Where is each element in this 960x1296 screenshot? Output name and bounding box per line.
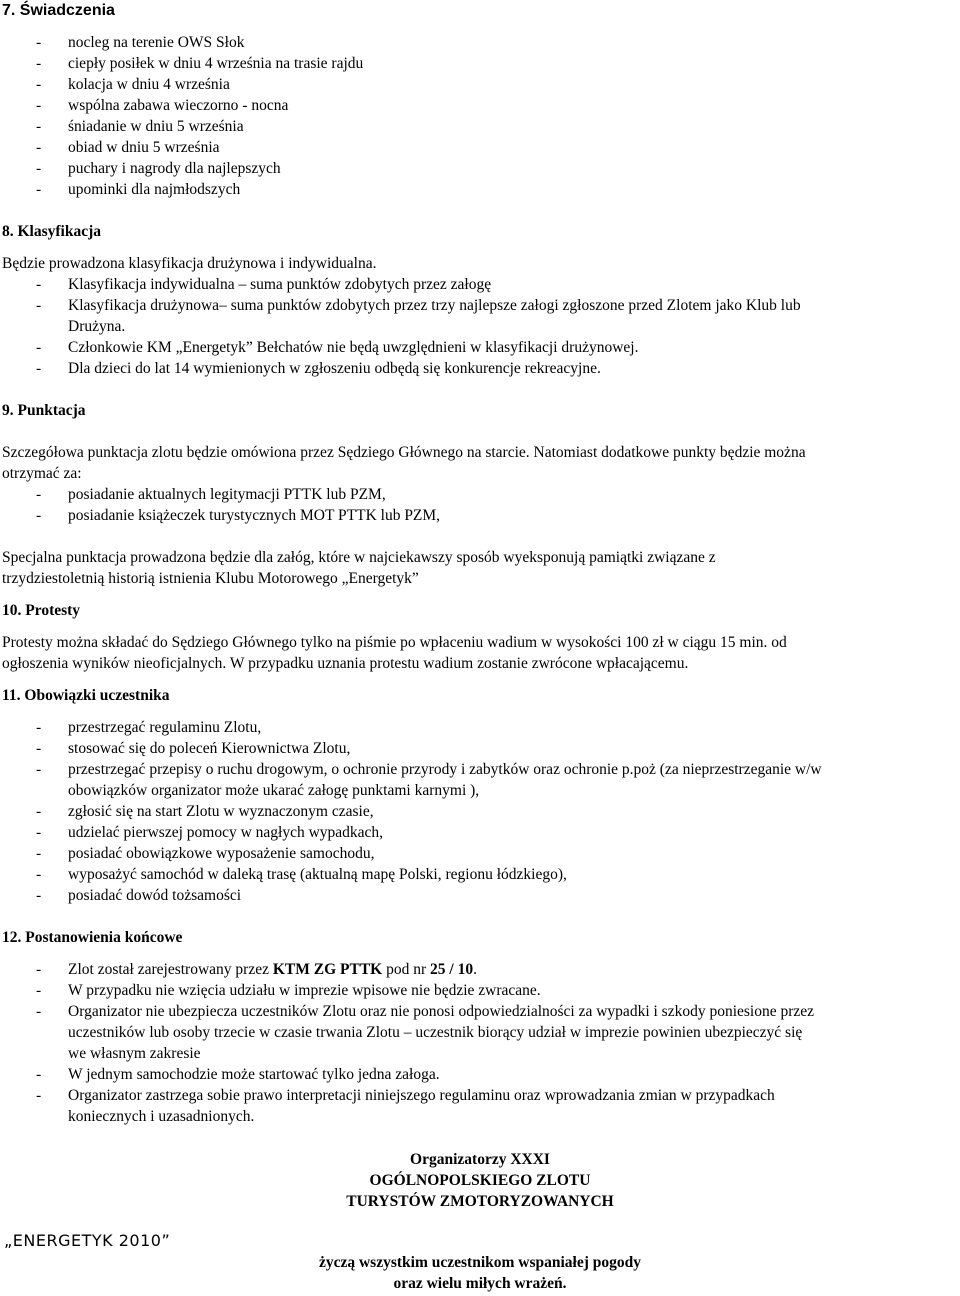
list-item: Klasyfikacja indywidualna – suma punktów zdobytych przez załogę bbox=[68, 276, 492, 293]
list-item: obiad w dniu 5 września bbox=[68, 139, 220, 156]
list-bullet: - bbox=[36, 276, 42, 293]
registration-mid: pod nr bbox=[382, 961, 431, 978]
section-9-paragraph: Szczegółowa punktacja zlotu będzie omówiona przez Sędziego Głównego na starcie. Natomiast dodatkowe punkty będzie można bbox=[2, 444, 806, 461]
section-7-heading: 7. Świadczenia bbox=[2, 2, 115, 19]
list-item-continuation: obowiązków organizator może ukarać załogę punktami karnymi ), bbox=[68, 782, 480, 799]
list-bullet: - bbox=[36, 76, 42, 93]
list-item: posiadać obowiązkowe wyposażenie samochodu, bbox=[68, 845, 375, 862]
section-12-heading: 12. Postanowienia końcowe bbox=[2, 929, 183, 946]
closing-wishes: życzą wszystkim uczestnikom wspaniałej pogody bbox=[318, 1254, 642, 1271]
list-item: posiadanie książeczek turystycznych MOT PTTK lub PZM, bbox=[68, 507, 441, 524]
list-item-continuation: uczestników lub osoby trzecie w czasie trwania Zlotu – uczestnik biorący udział w imprezie powinien ubezpieczyć się bbox=[68, 1024, 803, 1041]
list-bullet: - bbox=[36, 1003, 42, 1020]
list-item: Klasyfikacja drużynowa– suma punktów zdobytych przez trzy najlepsze załogi zgłoszone przed Zlotem jako Klub lub bbox=[68, 297, 801, 314]
list-item: W przypadku nie wzięcia udziału w imprezie wpisowe nie będzie zwracane. bbox=[68, 982, 541, 999]
list-bullet: - bbox=[36, 97, 42, 114]
list-bullet: - bbox=[36, 719, 42, 736]
list-item-continuation: we własnym zakresie bbox=[68, 1045, 201, 1062]
list-item: kolacja w dniu 4 września bbox=[68, 76, 230, 93]
list-bullet: - bbox=[36, 845, 42, 862]
list-bullet: - bbox=[36, 360, 42, 377]
list-item: Dla dzieci do lat 14 wymienionych w zgłoszeniu odbędą się konkurencje rekreacyjne. bbox=[68, 360, 601, 377]
list-item-continuation: koniecznych i uzasadnionych. bbox=[68, 1108, 255, 1125]
footer-watermark: „ENERGETYK 2010” bbox=[4, 1231, 171, 1250]
list-bullet: - bbox=[36, 486, 42, 503]
list-bullet: - bbox=[36, 982, 42, 999]
list-bullet: - bbox=[36, 160, 42, 177]
list-item: W jednym samochodzie może startować tylko jedna załoga. bbox=[68, 1066, 440, 1083]
section-8-heading: 8. Klasyfikacja bbox=[2, 223, 102, 240]
list-bullet: - bbox=[36, 34, 42, 51]
closing-organizers: Organizatorzy XXXI bbox=[410, 1151, 550, 1168]
list-item: przestrzegać przepisy o ruchu drogowym, o ochronie przyrody i zabytków oraz ochronie p.poż (za nieprzestrzeganie w/w bbox=[68, 761, 822, 778]
closing-rally-name-cont: TURYSTÓW ZMOTORYZOWANYCH bbox=[346, 1193, 614, 1210]
list-item: przestrzegać regulaminu Zlotu, bbox=[68, 719, 262, 736]
list-bullet: - bbox=[36, 1087, 42, 1104]
list-item: wyposażyć samochód w daleką trasę (aktualną mapę Polski, regionu łódzkiego), bbox=[68, 866, 567, 883]
section-9-special-paragraph: Specjalna punktacja prowadzona będzie dla załóg, które w najciekawszy sposób wyeksponują pamiątki związane z bbox=[2, 549, 716, 566]
list-item: Organizator zastrzega sobie prawo interpretacji niniejszego regulaminu oraz wprowadzania zmian w przypadkach bbox=[68, 1087, 775, 1104]
list-bullet: - bbox=[36, 507, 42, 524]
list-item-registration bbox=[68, 960, 477, 980]
list-item: ciepły posiłek w dniu 4 września na trasie rajdu bbox=[68, 55, 364, 72]
section-11-heading: 11. Obowiązki uczestnika bbox=[2, 687, 170, 704]
list-item: udzielać pierwszej pomocy w nagłych wypadkach, bbox=[68, 824, 384, 841]
list-bullet: - bbox=[36, 887, 42, 904]
list-bullet: - bbox=[36, 297, 42, 314]
registration-end: . bbox=[473, 961, 477, 978]
registration-text: Zlot został zarejestrowany przez bbox=[68, 961, 273, 978]
list-item: upominki dla najmłodszych bbox=[68, 181, 241, 198]
list-bullet: - bbox=[36, 55, 42, 72]
list-item: wspólna zabawa wieczorno - nocna bbox=[68, 97, 289, 114]
list-bullet: - bbox=[36, 761, 42, 778]
list-item: stosować się do poleceń Kierownictwa Zlotu, bbox=[68, 740, 351, 757]
list-item: zgłosić się na start Zlotu w wyznaczonym czasie, bbox=[68, 803, 374, 820]
list-bullet: - bbox=[36, 339, 42, 356]
section-10-paragraph: Protesty można składać do Sędziego Głównego tylko na piśmie po wpłaceniu wadium w wysokości 100 zł w ciągu 15 min. od bbox=[2, 634, 787, 651]
list-item: posiadać dowód tożsamości bbox=[68, 887, 242, 904]
list-bullet: - bbox=[36, 866, 42, 883]
list-bullet: - bbox=[36, 824, 42, 841]
registration-number: 25 / 10 bbox=[430, 961, 474, 978]
list-item: puchary i nagrody dla najlepszych bbox=[68, 160, 281, 177]
list-bullet: - bbox=[36, 961, 42, 978]
list-item: Organizator nie ubezpiecza uczestników Zlotu oraz nie ponosi odpowiedzialności za wypadki i szkody poniesione przez bbox=[68, 1003, 815, 1020]
section-8-intro: Będzie prowadzona klasyfikacja drużynowa i indywidualna. bbox=[2, 255, 377, 272]
list-bullet: - bbox=[36, 181, 42, 198]
section-9-paragraph-cont: otrzymać za: bbox=[2, 465, 82, 482]
list-item: nocleg na terenie OWS Słok bbox=[68, 34, 245, 51]
list-bullet: - bbox=[36, 1066, 42, 1083]
closing-rally-name: OGÓLNOPOLSKIEGO ZLOTU bbox=[369, 1172, 591, 1189]
list-bullet: - bbox=[36, 740, 42, 757]
section-10-heading: 10. Protesty bbox=[2, 602, 81, 619]
registration-org: KTM ZG PTTK bbox=[272, 961, 383, 978]
list-item: Członkowie KM „Energetyk” Bełchatów nie będą uwzględnieni w klasyfikacji drużynowej. bbox=[68, 339, 639, 356]
list-item: śniadanie w dniu 5 września bbox=[68, 118, 244, 135]
list-item: posiadanie aktualnych legitymacji PTTK lub PZM, bbox=[68, 486, 386, 503]
section-9-heading: 9. Punktacja bbox=[2, 402, 86, 419]
list-bullet: - bbox=[36, 803, 42, 820]
closing-wishes-cont: oraz wielu miłych wrażeń. bbox=[393, 1275, 567, 1292]
list-bullet: - bbox=[36, 118, 42, 135]
list-item-continuation: Drużyna. bbox=[68, 318, 126, 335]
list-bullet: - bbox=[36, 139, 42, 156]
section-9-special-paragraph-cont: trzydziestoletnią historią istnienia Klubu Motorowego „Energetyk” bbox=[2, 570, 419, 587]
section-10-paragraph-cont: ogłoszenia wyników nieoficjalnych. W przypadku uznania protestu wadium zostanie zwrócone wpłacającemu. bbox=[2, 655, 689, 672]
